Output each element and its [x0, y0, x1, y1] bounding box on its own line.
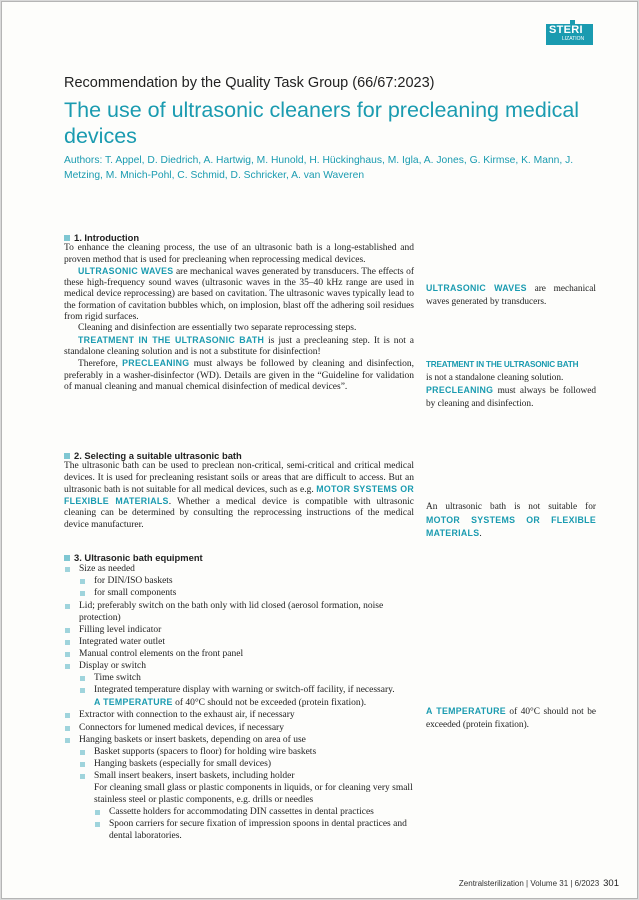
article-kicker: Recommendation by the Quality Task Group (66/67:2023) — [64, 75, 435, 91]
list-item: Hanging baskets or insert baskets, depending on area of use Basket supports (spacers to floor) for holding wire baskets Hanging baskets (especially for small devices) Small insert beakers, insert baskets, including holder For cleaning small glass or plastic components in liquids, or for cleaning very small stainless steel or plastic components, e.g. drills or needles Cassette holders for accommodating DIN cassettes in dental practices Spoon carriers for secure fixation of impression spoons in dental practices and dental laboratories. — [64, 734, 419, 843]
section-equipment — [64, 552, 419, 842]
list-item: Spoon carriers for secure fixation of impression spoons in dental practices and dental laboratories. — [94, 818, 419, 842]
section-introduction — [64, 232, 414, 393]
list-item: Connectors for lumened medical devices, if necessary — [64, 722, 419, 734]
journal-info: Zentralsterilization | Volume 31 | 6/2023 — [458, 879, 600, 888]
keyword: PRECLEANING — [122, 358, 190, 369]
margin-note: An ultrasonic bath is not suitable for MOTOR SYSTEMS OR FLEXIBLE MATERIALS. — [426, 502, 596, 540]
list-item: Integrated water outlet — [64, 636, 419, 648]
list-item: Filling level indicator — [64, 624, 419, 636]
list-item: Extractor with connection to the exhaust air, if necessary — [64, 709, 419, 721]
paragraph: To enhance the cleaning process, the use of an ultrasonic bath is a long-established and proven method that is used for precleaning when reprocessing medical devices. — [64, 243, 414, 265]
page-number: 301 — [603, 878, 619, 889]
heading-marker-icon — [64, 555, 70, 561]
logo-line2: LIZATION — [562, 36, 585, 42]
document-page — [1, 1, 638, 899]
sterilization-logo — [546, 24, 593, 45]
heading-marker-icon — [64, 235, 70, 241]
margin-note: A TEMPERATURE of 40°C should not be exceeded (protein fixation). — [426, 706, 596, 730]
list-item: Manual control elements on the front panel — [64, 648, 419, 660]
section-selecting-bath — [64, 450, 414, 531]
keyword: A TEMPERATURE — [426, 706, 506, 716]
keyword: MOTOR SYSTEMS OR FLEXIBLE MATERIALS — [426, 514, 596, 539]
list-item: Display or switch Time switch Integrated temperature display with warning or switch-off facility, if necessary. A TEMPERATURE of 40°C should not be exceeded (protein fixation). — [64, 660, 419, 709]
section-heading: 2. Selecting a suitable ultrasonic bath — [64, 450, 414, 461]
keyword: PRECLEANING — [426, 385, 494, 396]
keyword: TREATMENT IN THE ULTRASONIC BATH — [78, 334, 265, 345]
paragraph: The ultrasonic bath can be used to preclean non-critical, semi-critical and critical medical devices. It is used for precleaning resistant soils or areas that are difficult to access. But an ultrasonic bath is not suitable for all medical devices, such as e.g. MOTOR SYSTEMS OR FLEXIBLE MATERIALS. Whether a medical device is compatible with ultrasonic cleaning can be determined by consulting the reprocessing instructions of the medical device manufacturer. — [64, 461, 414, 530]
section-heading: 1. Introduction — [64, 232, 414, 243]
equipment-list — [64, 563, 419, 842]
keyword: A TEMPERATURE — [94, 697, 173, 708]
author-list: Authors: T. Appel, D. Diedrich, A. Hartwig, M. Hunold, H. Hückinghaus, M. Igla, A. Jones, G. Kirmse, K. Mann, J. Metzing, M. Mnich-Pohl, C. Schmid, D. Schricker, A. van Waveren — [64, 155, 574, 181]
paragraph: ULTRASONIC WAVES are mechanical waves generated by transducers. The effects of these high-frequency sound waves (ultrasonic waves in the 35–40 kHz range are used in medical device reprocessing) are based on cavitation. The ultrasonic waves typically lead to the formation of cavitation bubbles which, on implosion, blast off the adhering soil residues from rigid surfaces. — [64, 265, 414, 323]
paragraph: Therefore, PRECLEANING must always be followed by cleaning and disinfection, preferably in a washer-disinfector (WD). Details are given in the “Guideline for validation of manual cleaning and manual chemical disinfection of medical devices”. — [64, 358, 414, 392]
list-item: Hanging baskets (especially for small devices) — [79, 758, 419, 770]
list-item: for small components — [79, 587, 419, 599]
margin-note: TREATMENT IN THE ULTRASONIC BATH is not a standalone cleaning solution. PRECLEANING must always be followed by cleaning and disinfection. — [426, 360, 596, 409]
keyword: ULTRASONIC WAVES — [426, 283, 527, 293]
list-item: Basket supports (spacers to floor) for holding wire baskets — [79, 746, 419, 758]
page-footer — [459, 878, 619, 889]
list-item: Lid; preferably switch on the bath only with lid closed (aerosol formation, noise protection) — [64, 600, 419, 624]
list-item: Cassette holders for accommodating DIN cassettes in dental practices — [94, 806, 419, 818]
heading-marker-icon — [64, 453, 70, 459]
keyword: MOTOR SYSTEMS OR FLEXIBLE MATERIALS — [64, 483, 414, 507]
keyword: ULTRASONIC WAVES — [78, 265, 174, 276]
section-heading: 3. Ultrasonic bath equipment — [64, 552, 419, 563]
list-item: Time switch — [79, 672, 419, 684]
list-item: Small insert beakers, insert baskets, including holder For cleaning small glass or plastic components in liquids, or for cleaning very small stainless steel or plastic components, e.g. drills or needles Cassette holders for accommodating DIN cassettes in dental practices Spoon carriers for secure fixation of impression spoons in dental practices and dental laboratories. — [79, 770, 419, 843]
list-item: Size as needed for DIN/ISO baskets for small components — [64, 563, 419, 599]
logo-line1: STERI — [549, 24, 583, 36]
article-title: The use of ultrasonic cleaners for precleaning medical devices — [64, 98, 580, 148]
list-item: Integrated temperature display with warning or switch-off facility, if necessary. A TEMPERATURE of 40°C should not be exceeded (protein fixation). — [79, 684, 419, 709]
paragraph: Cleaning and disinfection are essentially two separate reprocessing steps. — [78, 323, 357, 334]
margin-note: ULTRASONIC WAVES are mechanical waves generated by transducers. — [426, 283, 596, 307]
paragraph: TREATMENT IN THE ULTRASONIC BATH is just a precleaning step. It is not a standalone cleaning solution and is not a substitute for disinfection! — [64, 334, 414, 357]
keyword: TREATMENT IN THE ULTRASONIC BATH — [426, 360, 579, 369]
list-item: for DIN/ISO baskets — [79, 575, 419, 587]
